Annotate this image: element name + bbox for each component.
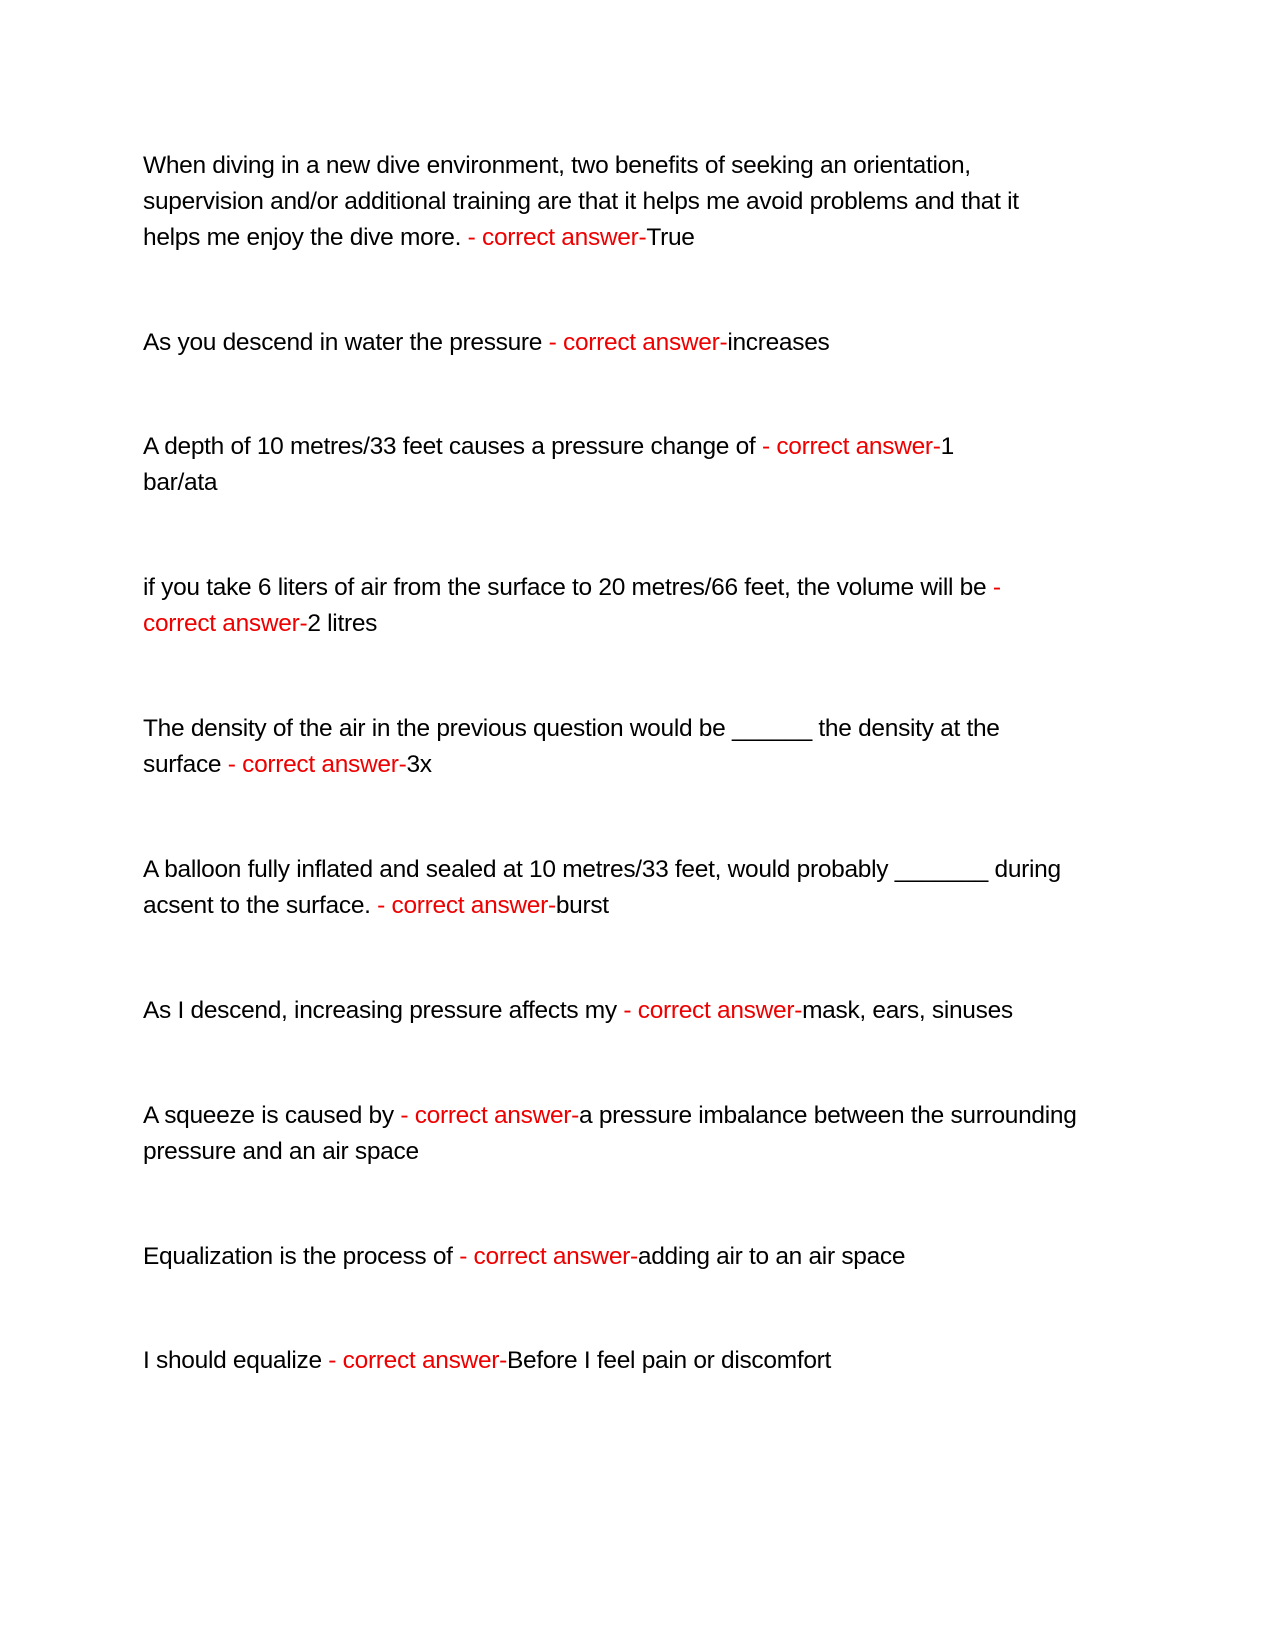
answer-text: increases <box>727 329 830 356</box>
answer-text: True <box>646 224 695 251</box>
answer-text: 1 bar/ata <box>143 433 954 496</box>
answer-text: adding air to an air space <box>637 1243 906 1270</box>
answer-separator: - correct answer- <box>623 997 803 1024</box>
qa-item <box>143 148 1078 256</box>
qa-item <box>143 1098 1078 1170</box>
qa-item <box>143 1343 1078 1379</box>
answer-text: 2 litres <box>307 610 378 637</box>
question-text: As you descend in water the pressure <box>143 329 549 356</box>
qa-item <box>143 429 1013 501</box>
question-text: When diving in a new dive environment, two benefits of seeking an orientation, supervision and/or additional training are that it helps me avoid problems and that it helps me enjoy the dive more. <box>143 152 1019 251</box>
answer-separator: - correct answer- <box>459 1243 638 1270</box>
question-text: Equalization is the process of <box>143 1243 460 1270</box>
answer-separator: - correct answer- <box>227 751 407 778</box>
answer-separator: - correct answer- <box>377 892 556 919</box>
answer-separator: - correct answer- <box>143 574 1001 637</box>
answer-text: burst <box>555 892 609 919</box>
answer-text: a pressure imbalance between the surrounding pressure and an air space <box>143 1102 1077 1165</box>
answer-text: 3x <box>406 751 432 778</box>
question-text: A squeeze is caused by <box>143 1102 401 1129</box>
qa-item <box>143 570 1078 642</box>
answer-text: Before I feel pain or discomfort <box>506 1347 832 1374</box>
answer-text: mask, ears, sinuses <box>802 997 1013 1024</box>
question-text: As I descend, increasing pressure affects my <box>143 997 624 1024</box>
answer-separator: - correct answer- <box>328 1347 507 1374</box>
question-text: A depth of 10 metres/33 feet causes a pressure change of <box>143 433 762 460</box>
answer-separator: - correct answer- <box>548 329 728 356</box>
qa-item <box>143 852 1078 924</box>
qa-item <box>143 711 1078 783</box>
question-text: I should equalize <box>143 1347 329 1374</box>
answer-separator: - correct answer- <box>467 224 647 251</box>
qa-item <box>143 325 1078 361</box>
question-text: The density of the air in the previous question would be ______ the density at the surface <box>143 715 1000 778</box>
question-text: A balloon fully inflated and sealed at 10 metres/33 feet, would probably _______ during acsent to the surface. <box>143 856 1061 919</box>
answer-separator: - correct answer- <box>761 433 941 460</box>
qa-item <box>143 1239 1078 1275</box>
answer-separator: - correct answer- <box>400 1102 580 1129</box>
qa-item <box>143 993 1078 1029</box>
question-text: if you take 6 liters of air from the surface to 20 metres/66 feet, the volume will be <box>143 574 993 601</box>
